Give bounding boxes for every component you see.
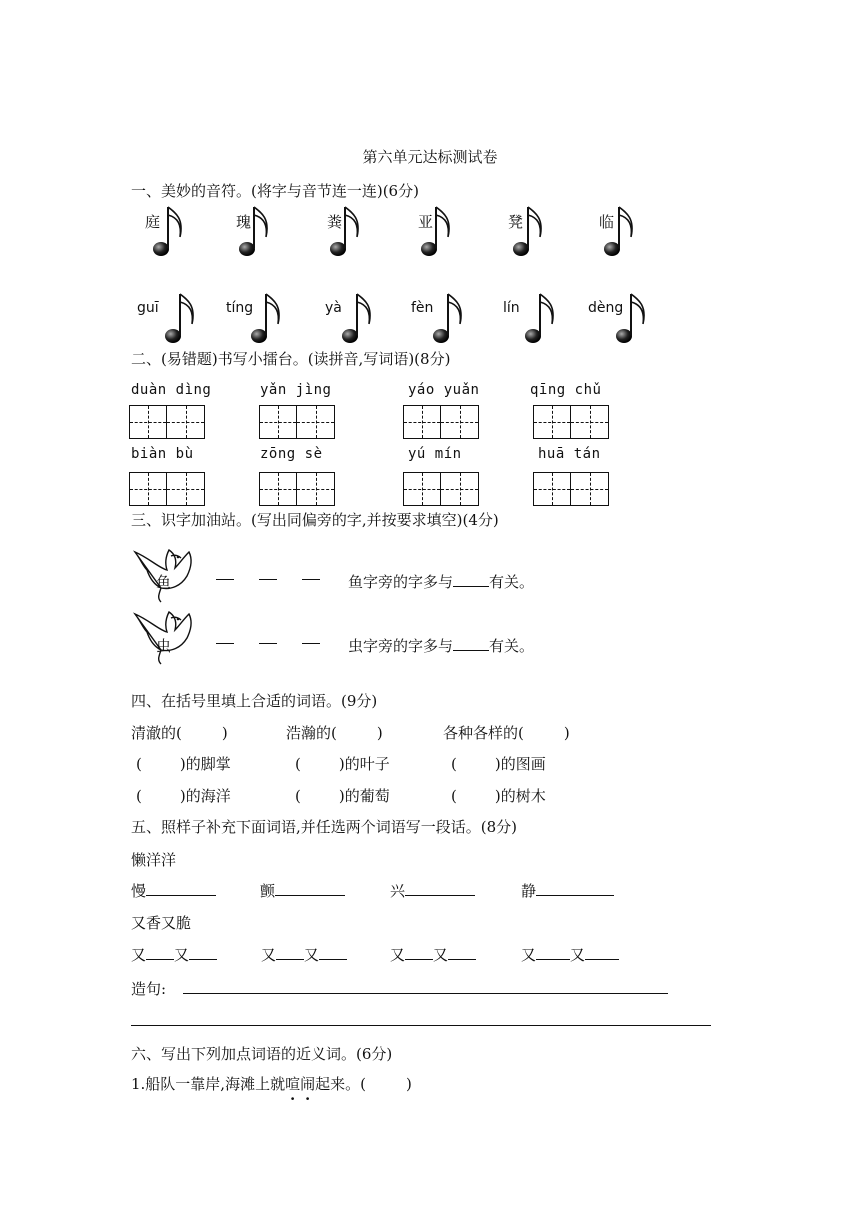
q4-item: ( )的树木 bbox=[451, 787, 546, 805]
q2-pinyin-8: huā tán bbox=[538, 446, 601, 462]
q4-heading: 四、在括号里填上合适的词语。(9分) bbox=[131, 692, 378, 710]
answer-blank[interactable] bbox=[453, 586, 489, 587]
radical-char: 虫 bbox=[156, 637, 172, 655]
answer-blanks[interactable] bbox=[216, 630, 320, 648]
q2-pinyin-4: qīng chǔ bbox=[530, 382, 602, 398]
music-note-icon bbox=[339, 290, 379, 346]
music-note-icon bbox=[248, 290, 288, 346]
writing-grid[interactable] bbox=[129, 472, 205, 506]
q4-item: ( )的叶子 bbox=[295, 755, 390, 773]
q1-char[interactable]: 凳 bbox=[508, 213, 524, 231]
radical-char: 鱼 bbox=[156, 573, 172, 591]
q4-item: ( )的葡萄 bbox=[295, 787, 390, 805]
q2-pinyin-2: yǎn jìng bbox=[260, 382, 332, 398]
q5-fill: 兴 bbox=[390, 880, 475, 901]
q1-char[interactable]: 亚 bbox=[418, 213, 434, 231]
q4-item: 各种各样的( ) bbox=[443, 724, 570, 742]
q5-fill-you: 又 又 bbox=[261, 944, 347, 965]
q4-item: ( )的海洋 bbox=[136, 787, 231, 805]
q5-fill-you: 又 又 bbox=[390, 944, 476, 965]
q5-example-1: 懒洋洋 bbox=[131, 851, 177, 869]
q5-heading: 五、照样子补充下面词语,并任选两个词语写一段话。(8分) bbox=[131, 818, 518, 836]
q1-char[interactable]: 瑰 bbox=[236, 213, 252, 231]
sentence-line[interactable] bbox=[131, 1025, 711, 1026]
dotted-char: 喧 bbox=[285, 1075, 301, 1093]
q5-example-2: 又香又脆 bbox=[131, 914, 192, 932]
q5-fill: 颤 bbox=[260, 880, 345, 901]
writing-grid[interactable] bbox=[533, 405, 609, 439]
page-title: 第六单元达标测试卷 bbox=[362, 148, 498, 166]
q5-fill: 静 bbox=[521, 880, 614, 901]
sentence-label: 造句: bbox=[131, 980, 167, 998]
q6-heading: 六、写出下列加点词语的近义词。(6分) bbox=[131, 1045, 393, 1063]
q2-pinyin-7: yú mín bbox=[408, 446, 462, 462]
q4-item: ( )的图画 bbox=[451, 755, 546, 773]
writing-grid[interactable] bbox=[533, 472, 609, 506]
answer-blank[interactable] bbox=[536, 895, 614, 896]
q1-pinyin[interactable]: lín bbox=[503, 300, 520, 316]
q5-fill: 慢 bbox=[131, 880, 216, 901]
music-note-icon bbox=[430, 290, 470, 346]
q1-char[interactable]: 临 bbox=[599, 213, 615, 231]
music-note-icon bbox=[522, 290, 562, 346]
q1-pinyin[interactable]: guī bbox=[137, 300, 159, 316]
q4-item: ( )的脚掌 bbox=[136, 755, 231, 773]
music-note-icon bbox=[613, 290, 653, 346]
answer-blank[interactable] bbox=[405, 895, 475, 896]
q1-char[interactable]: 庭 bbox=[145, 213, 161, 231]
q4-item: 浩瀚的( ) bbox=[286, 724, 383, 742]
answer-blanks[interactable] bbox=[216, 566, 320, 584]
q5-fill-you: 又 又 bbox=[131, 944, 217, 965]
q4-item: 清澈的( ) bbox=[131, 724, 228, 742]
writing-grid[interactable] bbox=[403, 405, 479, 439]
q2-heading: 二、(易错题)书写小擂台。(读拼音,写词语)(8分) bbox=[131, 350, 451, 368]
q2-pinyin-5: biàn bù bbox=[131, 446, 194, 462]
q5-fill-you: 又 又 bbox=[521, 944, 619, 965]
q3-sentence-1: 鱼字旁的字多与 有关。 bbox=[348, 573, 535, 591]
dotted-char: 闹 bbox=[300, 1075, 316, 1093]
q2-pinyin-6: zōng sè bbox=[260, 446, 323, 462]
q6-item-1: 1.船队一靠岸,海滩上就喧闹起来。( ) bbox=[131, 1075, 412, 1093]
q1-heading: 一、美妙的音符。(将字与音节连一连)(6分) bbox=[131, 182, 419, 200]
writing-grid[interactable] bbox=[403, 472, 479, 506]
sentence-line[interactable] bbox=[183, 993, 668, 994]
answer-blank[interactable] bbox=[275, 895, 345, 896]
q1-pinyin[interactable]: yà bbox=[325, 300, 342, 316]
q2-pinyin-3: yáo yuǎn bbox=[408, 382, 480, 398]
writing-grid[interactable] bbox=[259, 472, 335, 506]
q3-sentence-2: 虫字旁的字多与 有关。 bbox=[348, 637, 535, 655]
music-note-icon bbox=[162, 290, 202, 346]
answer-blank[interactable] bbox=[146, 895, 216, 896]
q1-pinyin[interactable]: fèn bbox=[411, 300, 434, 316]
q1-pinyin[interactable]: tíng bbox=[226, 300, 254, 316]
writing-grid[interactable] bbox=[259, 405, 335, 439]
answer-blank[interactable] bbox=[453, 650, 489, 651]
q3-heading: 三、识字加油站。(写出同偏旁的字,并按要求填空)(4分) bbox=[131, 511, 499, 529]
q1-pinyin[interactable]: dèng bbox=[588, 300, 624, 316]
q2-pinyin-1: duàn dìng bbox=[131, 382, 212, 398]
writing-grid[interactable] bbox=[129, 405, 205, 439]
q1-char[interactable]: 粪 bbox=[327, 213, 343, 231]
